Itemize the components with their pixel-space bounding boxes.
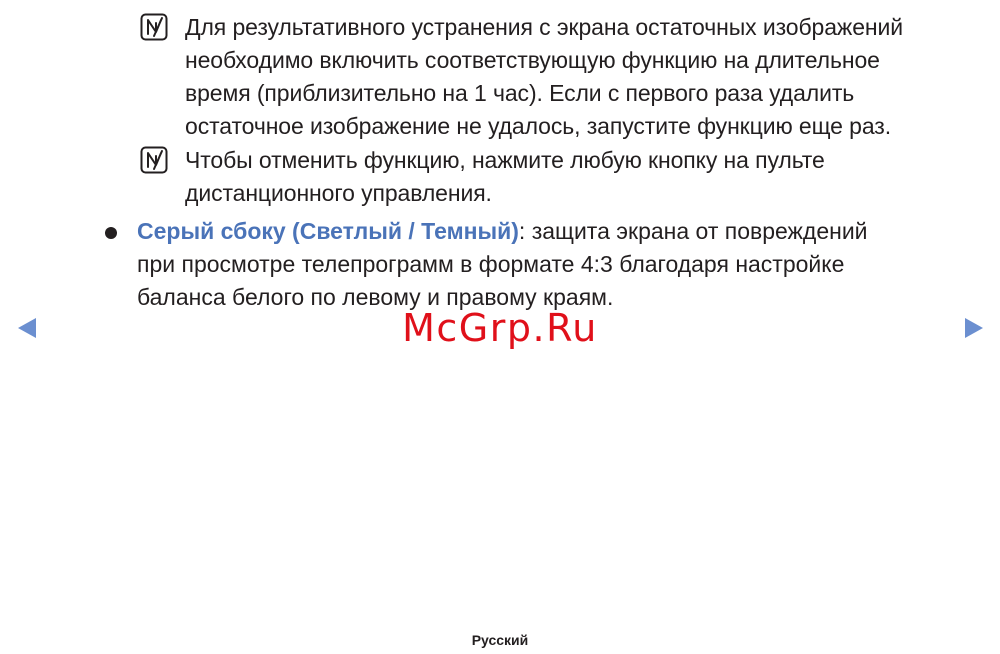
note-line: необходимо включить соответствующую функцию на длительное — [185, 47, 880, 73]
note-text — [185, 144, 975, 210]
term-description: : защита экрана от повреждений — [518, 218, 868, 244]
bullet-dot-icon — [105, 227, 117, 239]
note-text — [185, 11, 975, 143]
note-icon — [140, 146, 168, 174]
bullet-line — [137, 215, 967, 248]
note-line: дистанционного управления. — [185, 180, 492, 206]
bullet-line: при просмотре телепрограмм в формате 4:3 благодаря настройке — [137, 251, 845, 277]
note-line: Для результативного устранения с экрана остаточных изображений — [185, 14, 904, 40]
bullet-line: баланса белого по левому и правому краям. — [137, 284, 614, 310]
watermark: McGrp.Ru — [402, 306, 598, 350]
term-label: Серый сбоку (Светлый / Темный) — [137, 218, 519, 244]
bullet-text — [137, 215, 967, 314]
note-line: остаточное изображение не удалось, запустите функцию еще раз. — [185, 113, 891, 139]
note-line: Чтобы отменить функцию, нажмите любую кнопку на пульте — [185, 147, 825, 173]
note-line: время (приблизительно на 1 час). Если с первого раза удалить — [185, 80, 855, 106]
note-icon — [140, 13, 168, 41]
footer-language: Русский — [471, 632, 529, 648]
